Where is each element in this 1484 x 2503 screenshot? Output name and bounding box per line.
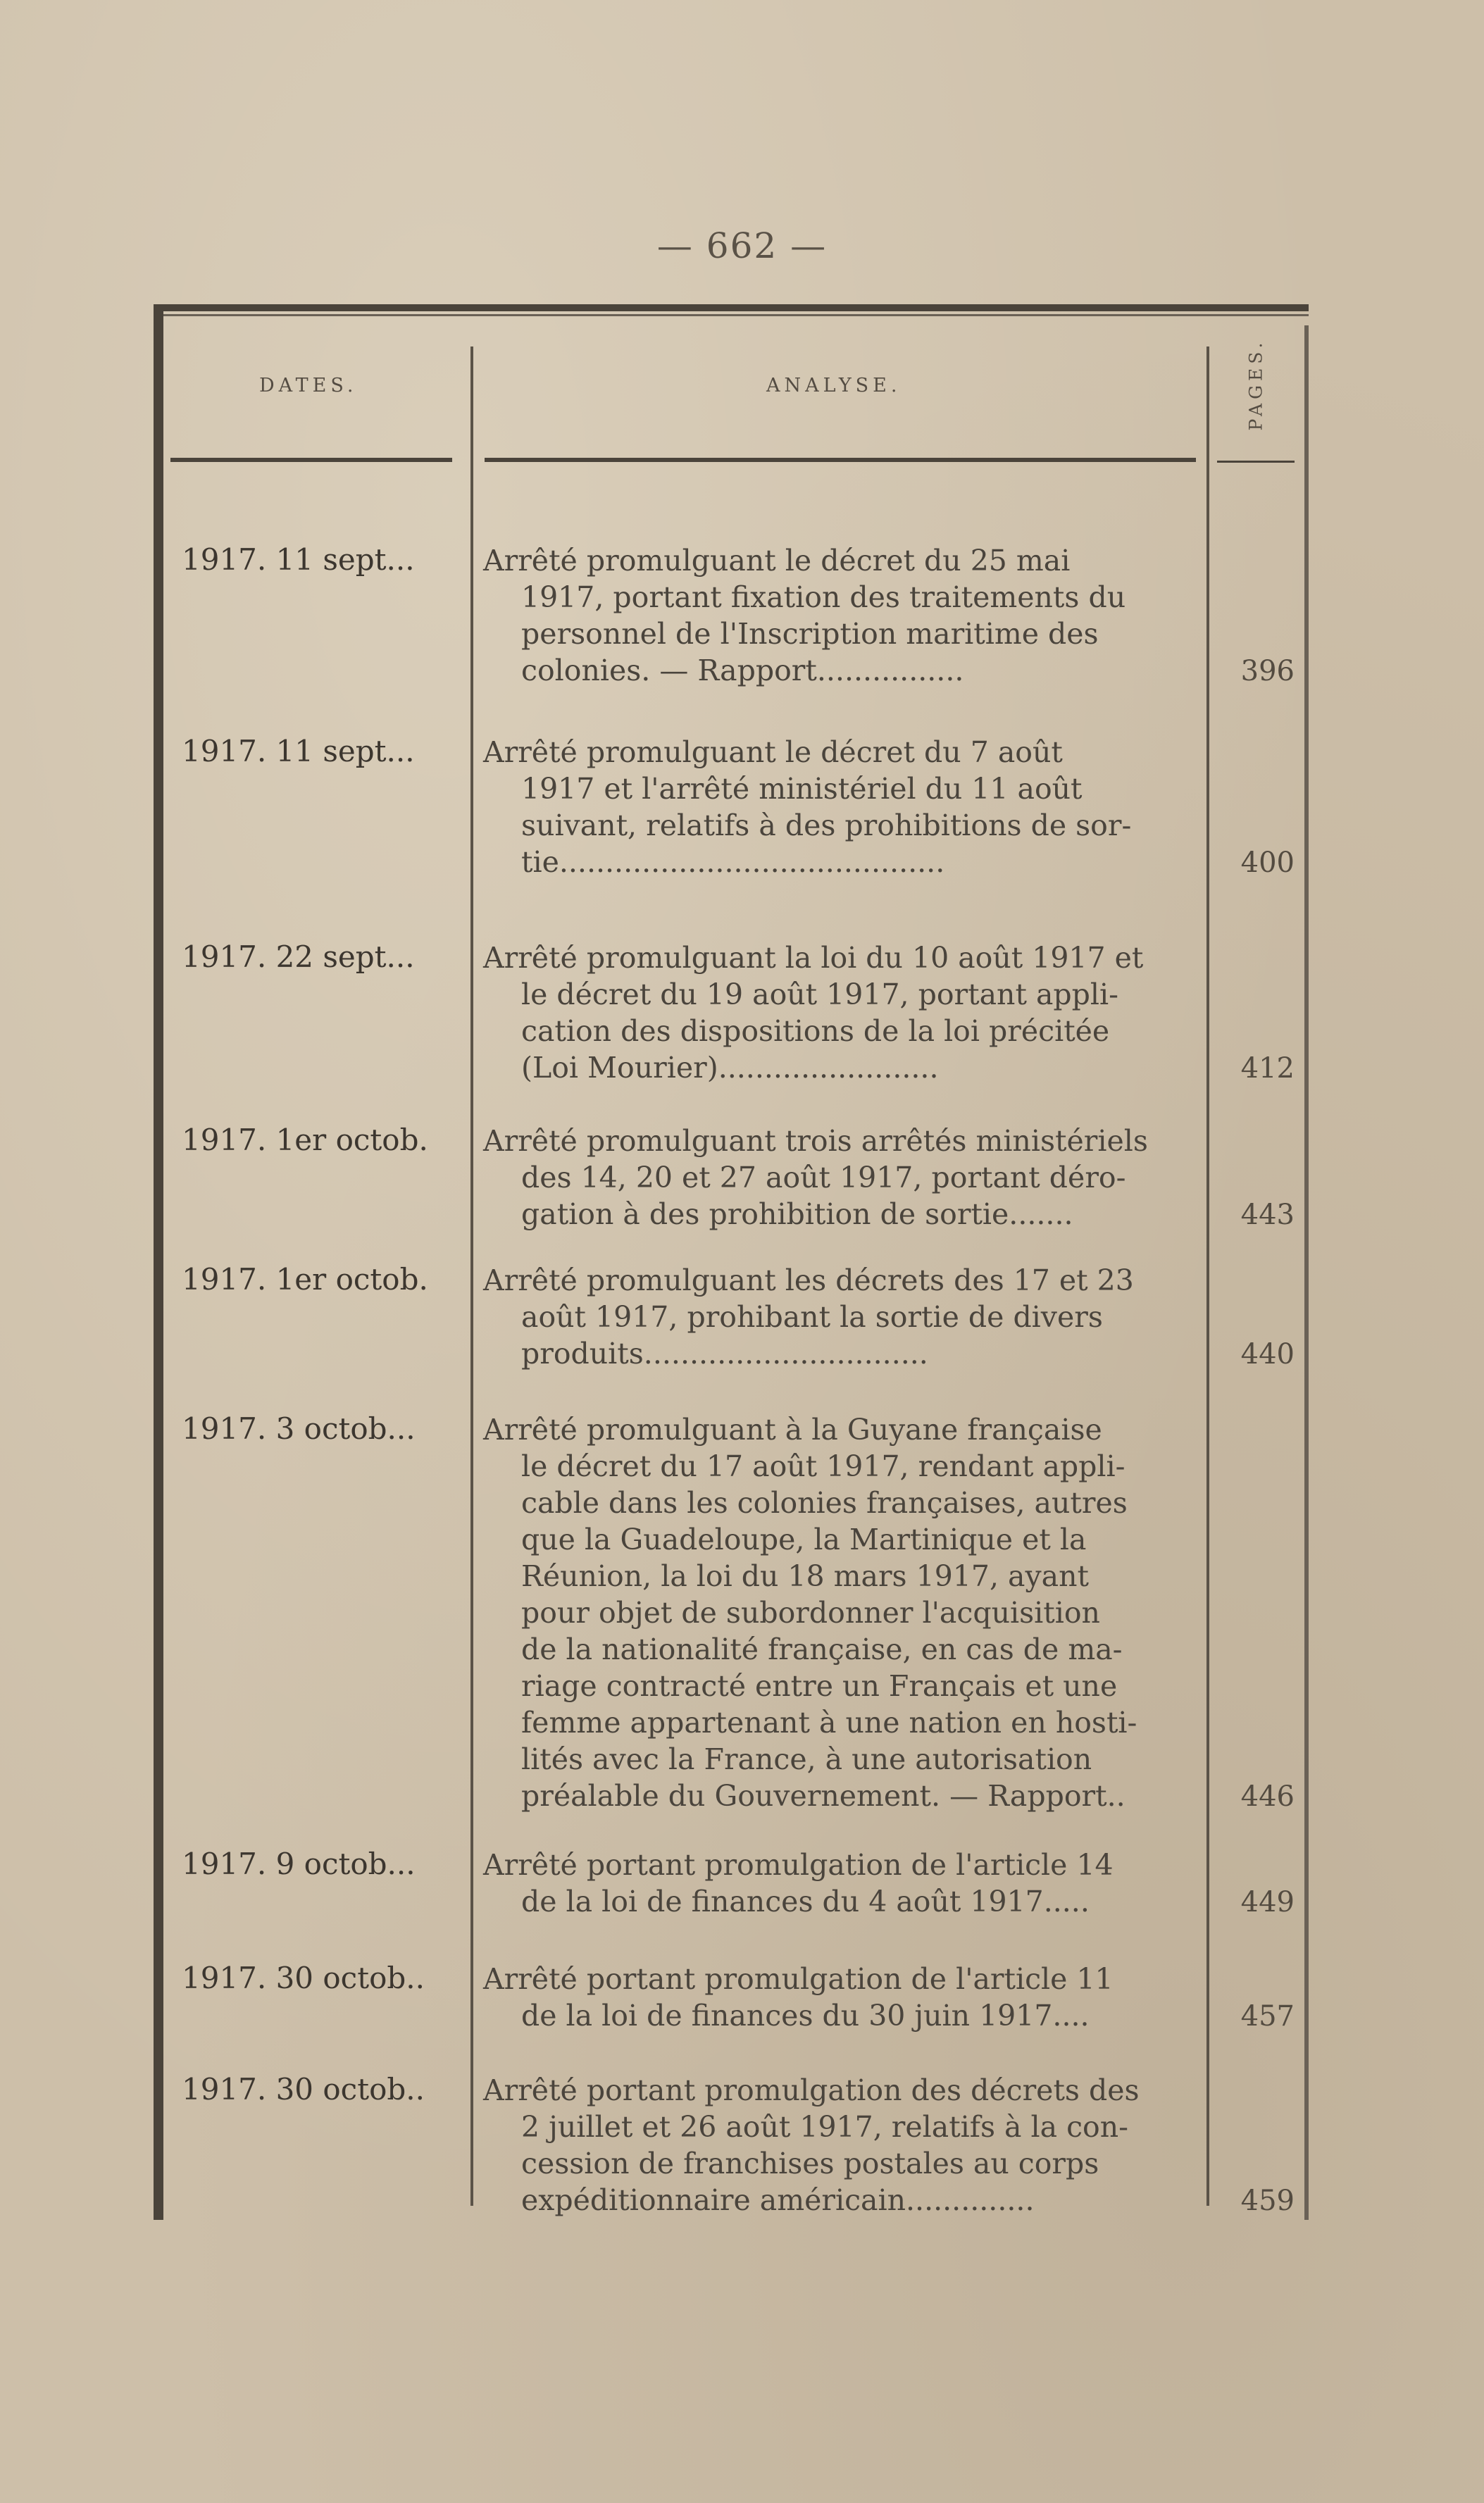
entry-date: 1917. 11 sept... [182,734,415,768]
analysis-line: Arrêté promulguant le décret du 25 mai [483,544,1071,578]
entry-date: 1917. 30 octob.. [182,1961,425,1995]
analysis-line: de la nationalité française, en cas de ma- [521,1633,1123,1666]
entry-page: 457 [1240,2000,1295,2033]
column-divider-dates [470,347,473,2206]
analysis-line: expéditionnaire américain.............. [521,2183,1035,2217]
entry-analysis [483,1123,1198,1232]
table-right-border [1304,325,1309,2220]
entry-analysis [483,1411,1198,1814]
entry-page: 459 [1240,2185,1295,2217]
analysis-line: août 1917, prohibant la sortie de divers [521,1300,1103,1334]
table-left-border [154,304,163,2220]
header-rule-dates [170,458,452,462]
analysis-line: cation des dispositions de la loi précitée [521,1014,1110,1048]
analysis-line: 1917 et l'arrêté ministériel du 11 août [521,772,1083,806]
entry-date: 1917. 1er octob. [182,1123,428,1157]
analysis-line: suivant, relatifs à des prohibitions de sor- [521,809,1132,842]
table-top-rule [154,304,1309,311]
entry-page: 400 [1240,847,1295,879]
analysis-line: (Loi Mourier)........................ [521,1051,939,1085]
analysis-line: tie.......................................... [521,845,945,879]
analysis-line: préalable du Gouvernement. — Rapport.. [521,1779,1126,1813]
analysis-line: Arrêté promulguant à la Guyane française [483,1413,1102,1447]
entry-date: 1917. 9 octob... [182,1847,416,1881]
entry-date: 1917. 11 sept... [182,542,415,577]
table-top-thin-rule [154,314,1309,316]
entry-analysis [483,940,1198,1086]
analysis-line: que la Guadeloupe, la Martinique et la [521,1523,1087,1556]
entry-analysis [483,2072,1198,2218]
analysis-line: Arrêté promulguant les décrets des 17 et 23 [483,1263,1134,1297]
analysis-line: femme appartenant à une nation en hosti- [521,1706,1137,1740]
entry-page: 449 [1240,1886,1295,1918]
index-table [154,304,1309,2220]
analysis-line: cession de franchises postales au corps [521,2147,1099,2180]
entry-page: 412 [1240,1052,1295,1085]
entry-analysis [483,1847,1198,1920]
analysis-line: produits............................... [521,1337,928,1371]
analysis-line: Arrêté promulguant la loi du 10 août 1917 et [483,941,1144,975]
page-number: — 662 — [656,225,828,266]
analysis-line: Arrêté portant promulgation de l'article 14 [483,1848,1114,1882]
entry-analysis [483,734,1198,880]
header-rule-pages [1217,461,1295,463]
analysis-line: Arrêté portant promulgation de l'article 11 [483,1962,1114,1996]
entry-page: 446 [1240,1780,1295,1813]
analysis-line: cable dans les colonies françaises, autres [521,1486,1128,1520]
analysis-line: le décret du 19 août 1917, portant appli- [521,978,1118,1011]
analysis-line: des 14, 20 et 27 août 1917, portant déro- [521,1161,1126,1194]
analysis-line: gation à des prohibition de sortie....... [521,1197,1073,1231]
header-rule-analyse [485,458,1196,462]
analysis-line: riage contracté entre un Français et une [521,1669,1118,1703]
analysis-line: 2 juillet et 26 août 1917, relatifs à la con- [521,2110,1129,2144]
entry-analysis [483,542,1198,689]
analysis-line: le décret du 17 août 1917, rendant appli- [521,1449,1126,1483]
entry-date: 1917. 22 sept... [182,940,415,974]
entry-date: 1917. 1er octob. [182,1262,428,1297]
analysis-line: Réunion, la loi du 18 mars 1917, ayant [521,1559,1089,1593]
analysis-line: personnel de l'Inscription maritime des [521,617,1099,651]
entry-analysis [483,1961,1198,2034]
entry-page: 443 [1240,1199,1295,1231]
analysis-line: colonies. — Rapport................ [521,654,964,687]
analysis-line: Arrêté portant promulgation des décrets des [483,2073,1140,2107]
analysis-line: de la loi de finances du 30 juin 1917.... [521,1999,1090,2033]
entry-page: 396 [1240,655,1295,687]
entry-analysis [483,1262,1198,1372]
entry-date: 1917. 30 octob.. [182,2072,425,2106]
column-divider-pages [1206,347,1209,2206]
header-pages: PAGES. [1245,338,1266,431]
analysis-line: de la loi de finances du 4 août 1917..... [521,1885,1090,1918]
analysis-line: pour objet de subordonner l'acquisition [521,1596,1100,1630]
analysis-line: Arrêté promulguant le décret du 7 août [483,735,1063,769]
entry-date: 1917. 3 octob... [182,1411,416,1446]
entry-page: 440 [1240,1338,1295,1371]
header-dates: DATES. [259,375,358,397]
analysis-line: 1917, portant fixation des traitements du [521,580,1126,614]
analysis-line: lités avec la France, à une autorisation [521,1742,1092,1776]
analysis-line: Arrêté promulguant trois arrêtés ministériels [483,1124,1148,1158]
header-analyse: ANALYSE. [766,375,902,397]
